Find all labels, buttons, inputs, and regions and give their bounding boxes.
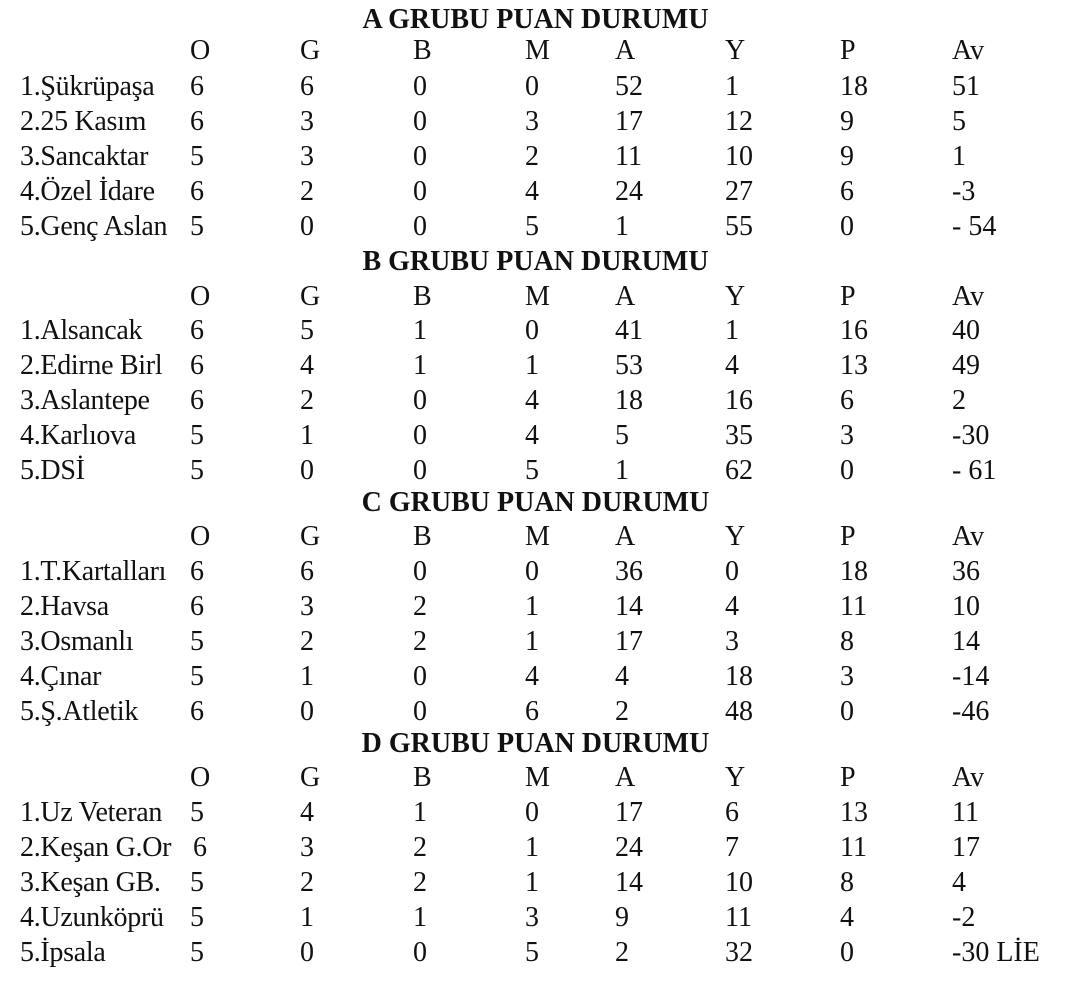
goals-against: 6 xyxy=(725,797,739,828)
lost: 5 xyxy=(525,211,539,242)
played: 5 xyxy=(190,867,204,898)
drawn: 0 xyxy=(413,556,427,587)
lost: 5 xyxy=(525,937,539,968)
points: 3 xyxy=(840,420,854,451)
lost: 4 xyxy=(525,661,539,692)
played: 5 xyxy=(190,626,204,657)
goal-difference: 1 xyxy=(952,141,966,172)
points: 11 xyxy=(840,591,867,622)
header-a: A xyxy=(615,521,636,552)
header-m: M xyxy=(525,281,550,312)
table-row xyxy=(0,901,1071,935)
lost: 5 xyxy=(525,455,539,486)
played: 6 xyxy=(193,832,207,863)
team-name: 2.Havsa xyxy=(20,591,109,622)
points: 0 xyxy=(840,455,854,486)
lost: 0 xyxy=(525,315,539,346)
header-b: B xyxy=(413,35,432,66)
header-o: O xyxy=(190,762,211,793)
drawn: 2 xyxy=(413,591,427,622)
header-m: M xyxy=(525,35,550,66)
table-row xyxy=(0,70,1071,104)
points: 0 xyxy=(840,696,854,727)
table-row xyxy=(0,936,1071,970)
header-p: P xyxy=(840,762,856,793)
header-g: G xyxy=(300,521,321,552)
drawn: 0 xyxy=(413,211,427,242)
goals-for: 17 xyxy=(615,797,643,828)
played: 5 xyxy=(190,902,204,933)
won: 2 xyxy=(300,176,314,207)
goals-against: 1 xyxy=(725,315,739,346)
goals-for: 2 xyxy=(615,937,629,968)
header-g: G xyxy=(300,281,321,312)
goals-for: 18 xyxy=(615,385,643,416)
goals-against: 4 xyxy=(725,591,739,622)
header-g: G xyxy=(300,762,321,793)
table-row xyxy=(0,625,1071,659)
lost: 6 xyxy=(525,696,539,727)
goal-difference: -14 xyxy=(952,661,990,692)
played: 6 xyxy=(190,176,204,207)
goals-for: 41 xyxy=(615,315,643,346)
team-name: 4.Özel İdare xyxy=(20,176,155,207)
group-b-header-row xyxy=(0,280,1071,314)
team-name: 3.Osmanlı xyxy=(20,626,134,657)
drawn: 0 xyxy=(413,696,427,727)
header-o: O xyxy=(190,35,211,66)
points: 9 xyxy=(840,106,854,137)
goals-against: 62 xyxy=(725,455,753,486)
goals-for: 24 xyxy=(615,832,643,863)
header-y: Y xyxy=(725,762,746,793)
goals-against: 55 xyxy=(725,211,753,242)
drawn: 1 xyxy=(413,350,427,381)
drawn: 0 xyxy=(413,385,427,416)
won: 2 xyxy=(300,867,314,898)
played: 5 xyxy=(190,141,204,172)
drawn: 2 xyxy=(413,867,427,898)
points: 6 xyxy=(840,385,854,416)
header-y: Y xyxy=(725,35,746,66)
goal-difference: 49 xyxy=(952,350,980,381)
header-b: B xyxy=(413,762,432,793)
goals-against: 10 xyxy=(725,141,753,172)
won: 1 xyxy=(300,902,314,933)
won: 3 xyxy=(300,141,314,172)
drawn: 0 xyxy=(413,71,427,102)
goals-against: 3 xyxy=(725,626,739,657)
lost: 1 xyxy=(525,832,539,863)
lost: 1 xyxy=(525,626,539,657)
won: 5 xyxy=(300,315,314,346)
lost: 0 xyxy=(525,797,539,828)
lost: 0 xyxy=(525,556,539,587)
played: 6 xyxy=(190,106,204,137)
points: 6 xyxy=(840,176,854,207)
goal-difference: 4 xyxy=(952,867,966,898)
header-p: P xyxy=(840,521,856,552)
header-av: Av xyxy=(952,281,985,312)
points: 0 xyxy=(840,211,854,242)
goal-difference: -30 xyxy=(952,420,990,451)
drawn: 0 xyxy=(413,176,427,207)
goal-difference: -3 xyxy=(952,176,976,207)
drawn: 0 xyxy=(413,937,427,968)
goals-against: 18 xyxy=(725,661,753,692)
points: 3 xyxy=(840,661,854,692)
points: 8 xyxy=(840,626,854,657)
lost: 4 xyxy=(525,385,539,416)
points: 18 xyxy=(840,556,868,587)
points: 18 xyxy=(840,71,868,102)
header-av: Av xyxy=(952,521,985,552)
team-name: 5.İpsala xyxy=(20,937,106,968)
drawn: 0 xyxy=(413,141,427,172)
team-name: 3.Sancaktar xyxy=(20,141,149,172)
goals-against: 12 xyxy=(725,106,753,137)
played: 5 xyxy=(190,455,204,486)
goals-for: 36 xyxy=(615,556,643,587)
goal-difference: 51 xyxy=(952,71,980,102)
points: 13 xyxy=(840,350,868,381)
won: 0 xyxy=(300,696,314,727)
goal-difference: -2 xyxy=(952,902,976,933)
won: 1 xyxy=(300,661,314,692)
goals-for: 17 xyxy=(615,106,643,137)
group-c-title: C GRUBU PUAN DURUMU xyxy=(361,487,710,518)
group-a-header-row xyxy=(0,34,1071,68)
goal-difference: 11 xyxy=(952,797,979,828)
table-row xyxy=(0,660,1071,694)
drawn: 1 xyxy=(413,902,427,933)
goals-against: 7 xyxy=(725,832,739,863)
goals-against: 48 xyxy=(725,696,753,727)
goals-for: 9 xyxy=(615,902,629,933)
lost: 2 xyxy=(525,141,539,172)
goals-against: 0 xyxy=(725,556,739,587)
team-name: 1.Uz Veteran xyxy=(20,797,163,828)
table-row xyxy=(0,555,1071,589)
header-a: A xyxy=(615,762,636,793)
won: 1 xyxy=(300,420,314,451)
team-name: 1.T.Kartalları xyxy=(20,556,167,587)
team-name: 1.Şükrüpaşa xyxy=(20,71,155,102)
won: 4 xyxy=(300,350,314,381)
goals-against: 10 xyxy=(725,867,753,898)
header-o: O xyxy=(190,281,211,312)
team-name: 5.DSİ xyxy=(20,455,85,486)
header-av: Av xyxy=(952,762,985,793)
goals-for: 2 xyxy=(615,696,629,727)
played: 5 xyxy=(190,661,204,692)
won: 2 xyxy=(300,385,314,416)
lost: 3 xyxy=(525,106,539,137)
goal-difference: 40 xyxy=(952,315,980,346)
goals-for: 5 xyxy=(615,420,629,451)
goal-difference: -30 LİE xyxy=(952,937,1040,968)
goals-against: 16 xyxy=(725,385,753,416)
team-name: 1.Alsancak xyxy=(20,315,143,346)
table-row xyxy=(0,590,1071,624)
goal-difference: -46 xyxy=(952,696,990,727)
header-p: P xyxy=(840,35,856,66)
team-name: 5.Genç Aslan xyxy=(20,211,168,242)
team-name: 4.Uzunköprü xyxy=(20,902,164,933)
goals-against: 1 xyxy=(725,71,739,102)
table-row xyxy=(0,210,1071,244)
drawn: 1 xyxy=(413,797,427,828)
goals-for: 53 xyxy=(615,350,643,381)
header-b: B xyxy=(413,281,432,312)
table-row xyxy=(0,454,1071,488)
table-row xyxy=(0,695,1071,729)
played: 6 xyxy=(190,350,204,381)
header-p: P xyxy=(840,281,856,312)
table-row xyxy=(0,105,1071,139)
goals-for: 14 xyxy=(615,591,643,622)
header-y: Y xyxy=(725,521,746,552)
won: 2 xyxy=(300,626,314,657)
table-row xyxy=(0,140,1071,174)
lost: 4 xyxy=(525,176,539,207)
group-a-title: A GRUBU PUAN DURUMU xyxy=(362,4,709,35)
drawn: 0 xyxy=(413,661,427,692)
goals-against: 4 xyxy=(725,350,739,381)
table-row xyxy=(0,175,1071,209)
table-row xyxy=(0,349,1071,383)
header-m: M xyxy=(525,521,550,552)
won: 0 xyxy=(300,455,314,486)
team-name: 2.25 Kasım xyxy=(20,106,147,137)
goals-for: 4 xyxy=(615,661,629,692)
team-name: 4.Çınar xyxy=(20,661,102,692)
header-o: O xyxy=(190,521,211,552)
header-y: Y xyxy=(725,281,746,312)
lost: 4 xyxy=(525,420,539,451)
team-name: 2.Keşan G.Or xyxy=(20,832,172,863)
table-row xyxy=(0,314,1071,348)
drawn: 2 xyxy=(413,626,427,657)
table-row xyxy=(0,831,1071,865)
header-a: A xyxy=(615,281,636,312)
played: 5 xyxy=(190,211,204,242)
lost: 1 xyxy=(525,867,539,898)
goal-difference: 36 xyxy=(952,556,980,587)
points: 0 xyxy=(840,937,854,968)
won: 4 xyxy=(300,797,314,828)
points: 9 xyxy=(840,141,854,172)
played: 5 xyxy=(190,937,204,968)
goals-against: 11 xyxy=(725,902,752,933)
drawn: 0 xyxy=(413,106,427,137)
group-c-header-row xyxy=(0,520,1071,554)
played: 6 xyxy=(190,591,204,622)
drawn: 0 xyxy=(413,455,427,486)
played: 5 xyxy=(190,420,204,451)
drawn: 0 xyxy=(413,420,427,451)
goal-difference: - 61 xyxy=(952,455,997,486)
team-name: 3.Aslantepe xyxy=(20,385,150,416)
drawn: 1 xyxy=(413,315,427,346)
played: 6 xyxy=(190,315,204,346)
team-name: 4.Karlıova xyxy=(20,420,136,451)
goals-against: 32 xyxy=(725,937,753,968)
goal-difference: 2 xyxy=(952,385,966,416)
header-g: G xyxy=(300,35,321,66)
header-a: A xyxy=(615,35,636,66)
goals-for: 17 xyxy=(615,626,643,657)
played: 5 xyxy=(190,797,204,828)
goals-for: 14 xyxy=(615,867,643,898)
goal-difference: 5 xyxy=(952,106,966,137)
goals-for: 1 xyxy=(615,455,629,486)
lost: 3 xyxy=(525,902,539,933)
goals-for: 24 xyxy=(615,176,643,207)
won: 0 xyxy=(300,211,314,242)
goals-for: 11 xyxy=(615,141,642,172)
points: 8 xyxy=(840,867,854,898)
won: 0 xyxy=(300,937,314,968)
goals-for: 52 xyxy=(615,71,643,102)
points: 4 xyxy=(840,902,854,933)
lost: 0 xyxy=(525,71,539,102)
team-name: 2.Edirne Birl xyxy=(20,350,163,381)
lost: 1 xyxy=(525,591,539,622)
won: 3 xyxy=(300,106,314,137)
goals-for: 1 xyxy=(615,211,629,242)
lost: 1 xyxy=(525,350,539,381)
team-name: 3.Keşan GB. xyxy=(20,867,161,898)
header-m: M xyxy=(525,762,550,793)
table-row xyxy=(0,866,1071,900)
played: 6 xyxy=(190,385,204,416)
won: 6 xyxy=(300,71,314,102)
goal-difference: - 54 xyxy=(952,211,997,242)
played: 6 xyxy=(190,556,204,587)
played: 6 xyxy=(190,71,204,102)
header-av: Av xyxy=(952,35,985,66)
team-name: 5.Ş.Atletik xyxy=(20,696,139,727)
goal-difference: 17 xyxy=(952,832,980,863)
played: 6 xyxy=(190,696,204,727)
group-d-header-row xyxy=(0,761,1071,795)
won: 6 xyxy=(300,556,314,587)
won: 3 xyxy=(300,832,314,863)
header-b: B xyxy=(413,521,432,552)
points: 16 xyxy=(840,315,868,346)
points: 13 xyxy=(840,797,868,828)
table-row xyxy=(0,796,1071,830)
points: 11 xyxy=(840,832,867,863)
goals-against: 27 xyxy=(725,176,753,207)
goal-difference: 14 xyxy=(952,626,980,657)
table-row xyxy=(0,384,1071,418)
table-row xyxy=(0,419,1071,453)
goals-against: 35 xyxy=(725,420,753,451)
group-b-title: B GRUBU PUAN DURUMU xyxy=(362,246,709,277)
won: 3 xyxy=(300,591,314,622)
group-d-title: D GRUBU PUAN DURUMU xyxy=(361,728,710,759)
drawn: 2 xyxy=(413,832,427,863)
goal-difference: 10 xyxy=(952,591,980,622)
